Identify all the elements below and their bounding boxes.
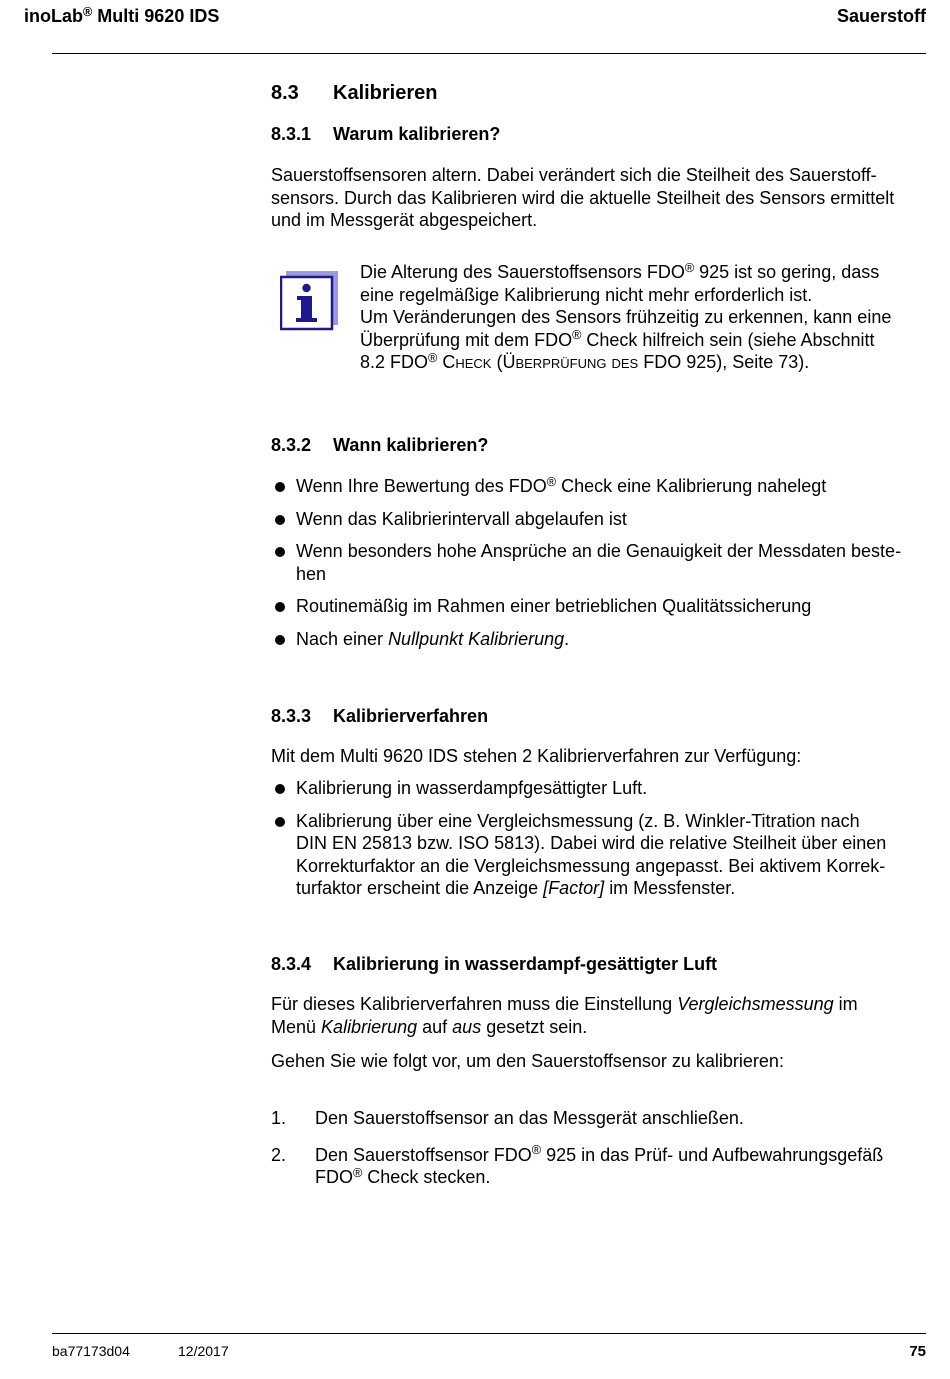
list-item: Wenn das Kalibrierintervall abgelaufen ist <box>271 508 931 531</box>
bullet-icon <box>275 482 285 492</box>
list-item: Wenn Ihre Bewertung des FDO® Check eine Kalibrierung nahelegt <box>271 475 931 498</box>
paragraph-procedure-intro: Gehen Sie wie folgt vor, um den Sauerstoffsensor zu kalibrieren: <box>271 1051 784 1071</box>
section-heading-8-3-1: 8.3.1 Warum kalibrieren? <box>271 124 501 144</box>
procedure-steps <box>271 1107 931 1189</box>
paragraph-methods-intro: Mit dem Multi 9620 IDS stehen 2 Kalibrierverfahren zur Verfügung: <box>271 746 802 766</box>
info-note: Die Alterung des Sauerstoffsensors FDO® 925 ist so gering, dass eine regelmäßige Kalibrierung nicht mehr erforderlich ist. Um Veränderungen des Sensors frühzeitig zu erkennen, kann eine Überprüfung mit dem FDO® Check hilfreich sein (siehe Abschnitt 8.2 FDO® Check (Überprüfung des FDO 925), Seite 73). <box>360 261 930 374</box>
bullet-icon <box>275 635 285 645</box>
list-item: 2. Den Sauerstoffsensor FDO® 925 in das Prüf- und Aufbewahrungsgefäß FDO® Check stecken. <box>271 1143 884 1187</box>
list-item: Nach einer Nullpunkt Kalibrierung. <box>271 628 931 651</box>
header-rule <box>52 53 926 54</box>
section-heading-8-3-3: 8.3.3 Kalibrierverfahren <box>271 706 489 726</box>
info-icon <box>280 271 338 331</box>
paragraph-why-calibrate: Sauerstoffsensoren altern. Dabei verändert sich die Steilheit des Sauerstoff- sensors. Durch das Kalibrieren wird die aktuelle Steilheit des Sensors ermittelt und im Messgerät abgespeichert. <box>271 165 895 230</box>
list-item: Routinemäßig im Rahmen einer betrieblichen Qualitätssicherung <box>271 595 931 618</box>
bullet-icon <box>275 602 285 612</box>
bullet-icon <box>275 515 285 525</box>
footer-date: 12/2017 <box>178 1343 229 1359</box>
page-number: 75 <box>909 1343 926 1360</box>
running-header-product: inoLab® Multi 9620 IDS <box>24 4 220 26</box>
section-heading-8-3-4: 8.3.4 Kalibrierung in wasserdampf-gesättigter Luft <box>271 954 718 974</box>
section-heading-8-3-2: 8.3.2 Wann kalibrieren? <box>271 435 489 455</box>
list-item: Kalibrierung in wasserdampfgesättigter Luft. <box>271 777 931 800</box>
footer-doc-code: ba77173d04 <box>52 1343 130 1359</box>
bullet-list-when <box>271 475 931 650</box>
bullet-icon <box>275 547 285 557</box>
section-heading-8-3: 8.3 Kalibrieren <box>271 82 438 104</box>
cross-reference: 8.2 FDO® Check (Überprüfung des FDO 925), Seite 73). <box>360 350 810 372</box>
bullet-icon <box>275 817 285 827</box>
running-header-section: Sauerstoff <box>836 6 926 26</box>
paragraph-setting: Für dieses Kalibrierverfahren muss die Einstellung Vergleichsmessung im Menü Kalibrierung auf aus gesetzt sein. <box>271 994 858 1037</box>
footer-rule <box>52 1333 926 1334</box>
list-item: 1. Den Sauerstoffsensor an das Messgerät anschließen. <box>271 1108 744 1128</box>
list-item: Kalibrierung über eine Vergleichsmessung (z. B. Winkler-Titration nach DIN EN 25813 bzw. ISO 5813). Dabei wird die relative Steilheit über einen Korrekturfaktor an die Vergleichsmessung angepasst. Bei aktivem Korrek- turfaktor erscheint die Anzeige [Factor] im Messfenster. <box>271 810 931 900</box>
list-item: Wenn besonders hohe Ansprüche an die Genauigkeit der Messdaten beste- hen <box>271 540 931 585</box>
bullet-list-methods <box>271 777 931 900</box>
bullet-icon <box>275 784 285 794</box>
